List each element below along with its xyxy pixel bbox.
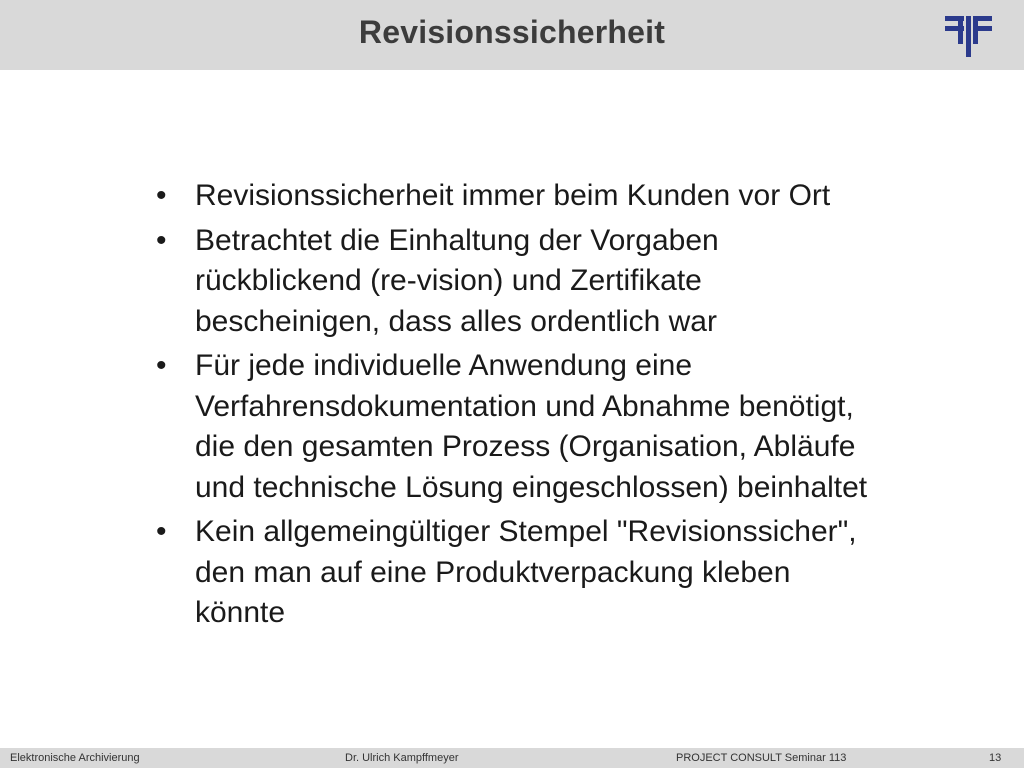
bullet-marker: •: [156, 349, 167, 382]
company-logo-icon: [942, 14, 994, 58]
bullet-item: [152, 512, 952, 634]
footer-bar: [0, 748, 1024, 768]
bullet-item: [152, 346, 952, 508]
bullet-list: [152, 176, 952, 638]
bullet-marker: •: [156, 179, 167, 212]
footer-topic: Elektronische Archivierung: [10, 752, 140, 764]
bullet-item: [152, 221, 952, 343]
slide-title: Revisionssicherheit: [358, 14, 666, 50]
footer-seminar: PROJECT CONSULT Seminar 113: [676, 752, 847, 764]
bullet-text: Betrachtet die Einhaltung der Vorgaben rückblickend (re-vision) und Zertifikate bescheinigen, dass alles ordentlich war: [195, 223, 719, 338]
bullet-marker: •: [156, 223, 167, 257]
page-number: 13: [989, 752, 1002, 764]
footer-author: Dr. Ulrich Kampffmeyer: [345, 752, 459, 764]
bullet-text: Kein allgemeingültiger Stempel "Revisionssicher", den man auf eine Produktverpackung kleben könnte: [195, 515, 857, 629]
bullet-text: Für jede individuelle Anwendung eine Verfahrensdokumentation und Abnahme benötigt, die den gesamten Prozess (Organisation, Abläufe und technische Lösung eingeschlossen) beinhaltet: [195, 349, 868, 504]
bullet-marker: •: [156, 515, 167, 548]
bullet-text: Revisionssicherheit immer beim Kunden vor Ort: [195, 179, 831, 212]
bullet-item: [152, 176, 952, 217]
